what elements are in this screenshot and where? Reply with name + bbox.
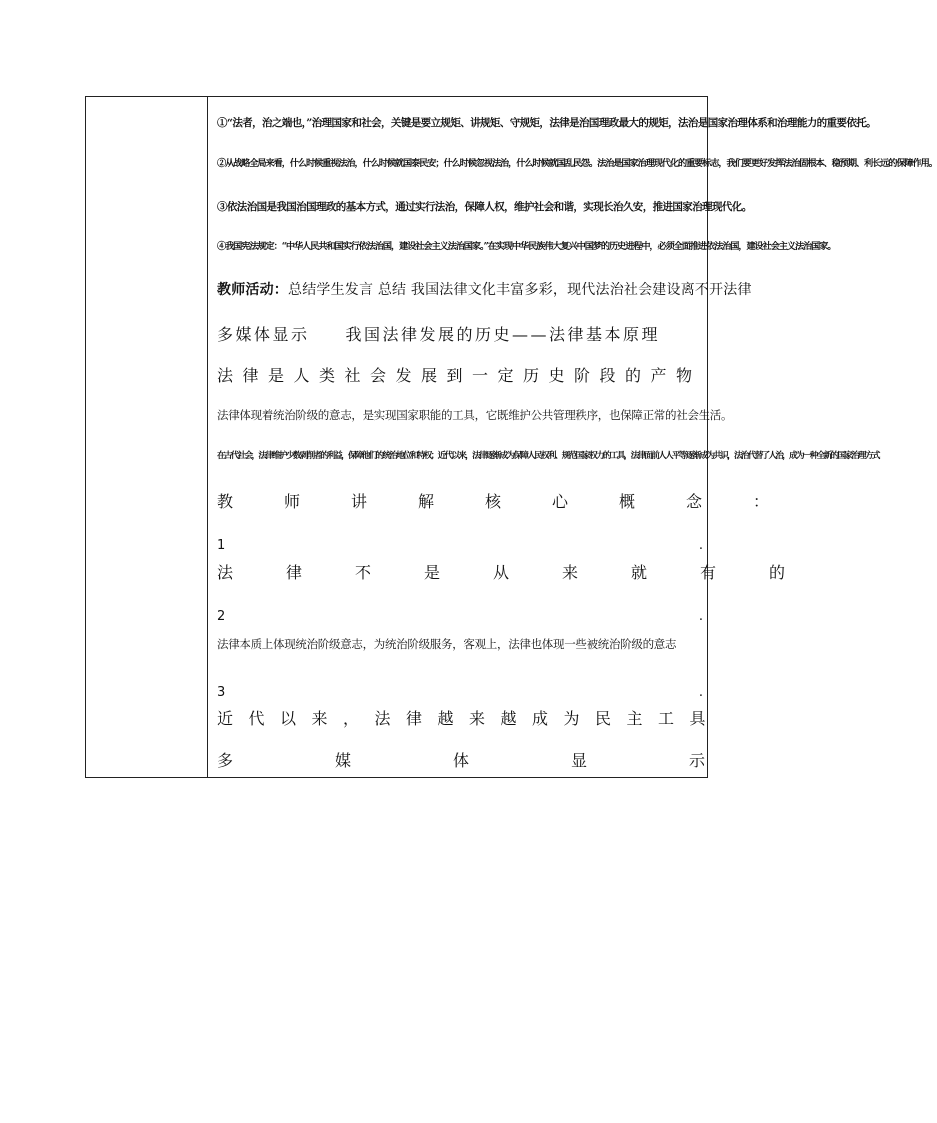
right-column-cell (208, 97, 937, 777)
item-2-text: 法律本质上体现统治阶级意志，为统治阶级服务，客观上，法律也体现一些被统治阶级的意志 (217, 637, 677, 651)
left-column-cell (86, 97, 208, 777)
item-1-number-row (217, 539, 703, 552)
item-2-number-row (217, 610, 703, 623)
lesson-table (85, 96, 937, 778)
multimedia-show-2: 多媒体显示 (217, 751, 808, 770)
teacher-activity-line (217, 282, 752, 298)
ancient-law-line: 在古代社会，法律维护少数剥削者的利益，保障他们的统治地位和特权；近代以来，法律逐渐成为保障人民权利、规范国家权力的工具，法律面前人人平等逐渐成为共识，法治代替了人治，成为一种全新的国家治理方式 (217, 451, 879, 461)
item-2-number: 2 (217, 609, 226, 624)
item-3-text: 近代以来，法律越来越成为民主工具 (217, 709, 722, 728)
point-4-text: ④我国宪法规定：“中华人民共和国实行依法治国，建设社会主义法治国家。”在实现中华民族伟大复兴中国梦的历史进程中，必须全面推进依法治国，建设社会主义法治国家。 (217, 241, 836, 252)
point-1-text: ①“法者，治之端也，”治理国家和社会，关键是要立规矩、讲规矩、守规矩，法律是治国理政最大的规矩，法治是国家治理体系和治理能力的重要依托。 (217, 117, 877, 129)
history-line (217, 327, 703, 343)
item-2-dot: . (698, 609, 703, 624)
item-3-number: 3 (217, 685, 226, 700)
item-1-number: 1 (217, 538, 226, 553)
law-will-line: 法律体现着统治阶级的意志，是实现国家职能的工具，它既维护公共管理秩序，也保障正常的社会生活。 (217, 408, 733, 422)
law-history-text: 我国法律发展的历史——法律基本原理 (345, 325, 661, 344)
item-3-dot: . (698, 685, 703, 700)
item-1-text: 法律不是从来就有的 (217, 563, 839, 582)
teacher-activity-text: 总结学生发言 总结 我国法律文化丰富多彩，现代法治社会建设离不开法律 (288, 282, 752, 298)
multimedia-show-label: 多媒体显示 (217, 325, 310, 344)
law-product-line: 法律是人类社会发展到一定历史阶段的产物 (217, 366, 702, 385)
item-1-dot: . (698, 538, 703, 553)
teacher-activity-label: 教师活动： (217, 282, 288, 298)
point-2-text: ②从战略全局来看，什么时候重视法治，什么时候就国泰民安；什么时候忽视法治，什么时候就国乱民怨。法治是国家治理现代化的重要标志，我们要更好发挥法治固根本、稳预期、利长远的保障作用。 (217, 158, 937, 169)
point-3-text: ③依法治国是我国治国理政的基本方式，通过实行法治，保障人权，维护社会和谐，实现长治久安，推进国家治理现代化。 (217, 201, 752, 213)
core-concept-heading: 教师讲解核心概念： (217, 492, 821, 511)
item-3-number-row (217, 686, 703, 699)
